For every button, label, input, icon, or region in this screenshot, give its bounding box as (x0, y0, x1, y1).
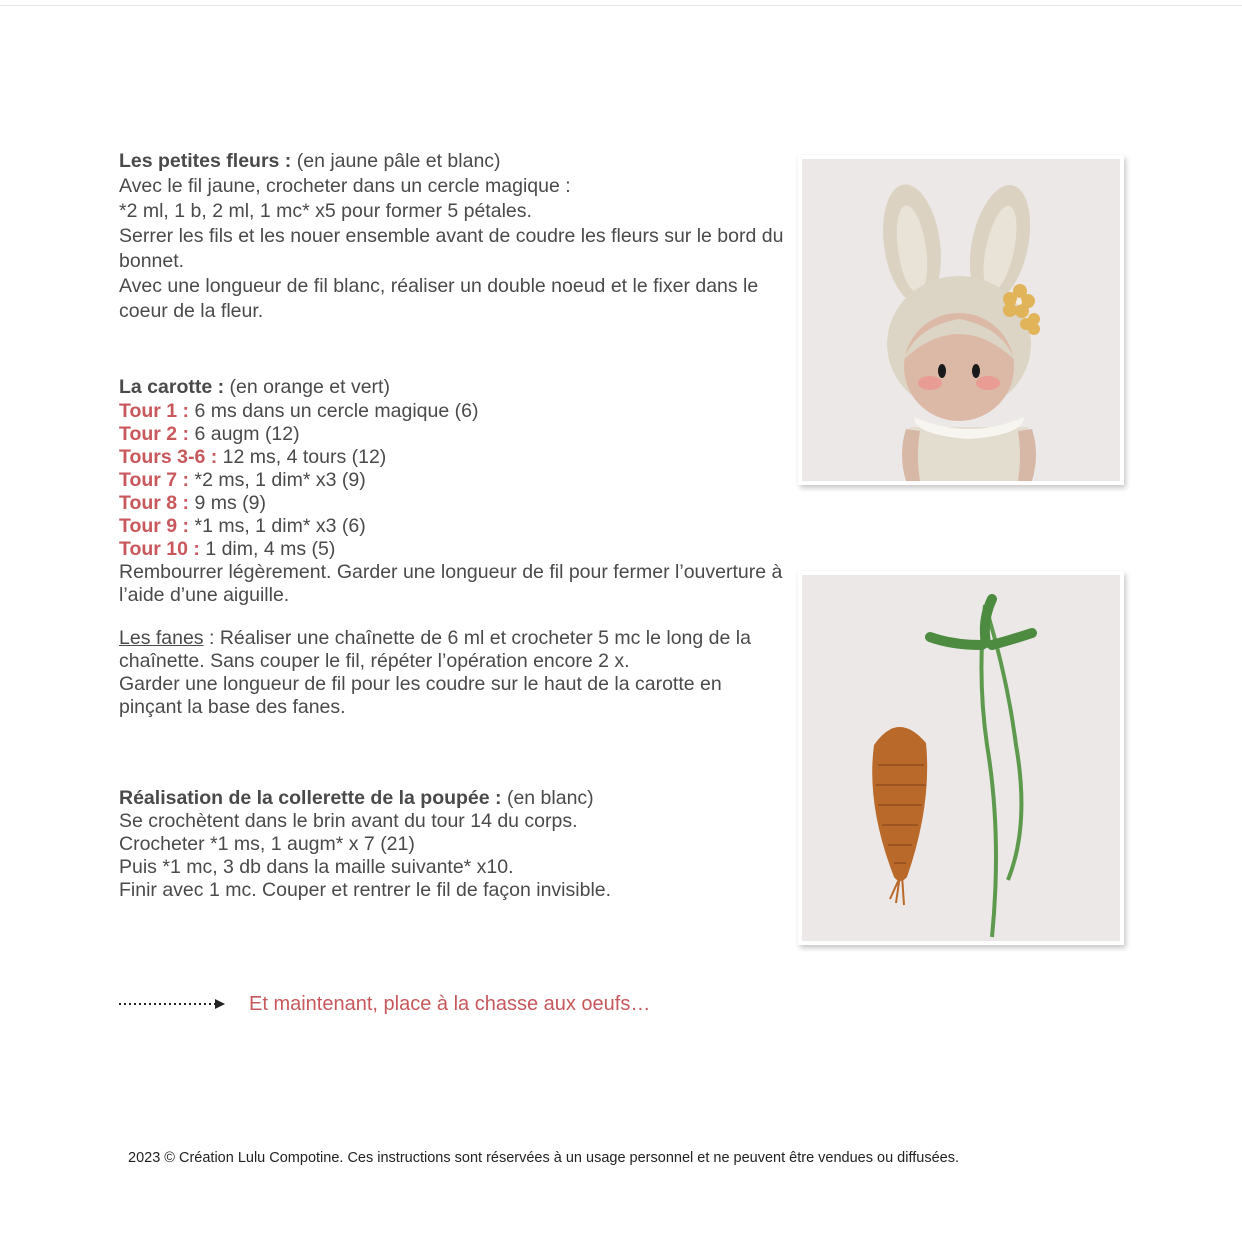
tour-label: Tour 10 : (119, 538, 200, 560)
flowers-title-line (119, 149, 784, 174)
tour-row (119, 538, 784, 561)
tour-label: Tour 8 : (119, 492, 190, 514)
collar-line: Crocheter *1 ms, 1 augm* x 7 (21) (119, 833, 415, 855)
tour-text: 9 ms (9) (194, 492, 266, 514)
tour-label: Tour 1 : (119, 400, 190, 422)
tour-row (119, 515, 784, 538)
tour-text: 6 ms dans un cercle magique (6) (194, 400, 479, 422)
tour-label: Tour 7 : (119, 469, 190, 491)
collar-line: Puis *1 mc, 3 db dans la maille suivante* x10. (119, 856, 514, 878)
flowers-section (119, 149, 784, 324)
carrot-title-line (119, 375, 784, 400)
carrot-photo (802, 575, 1120, 941)
collar-title-line (119, 787, 784, 810)
tour-label: Tour 9 : (119, 515, 190, 537)
tour-row (119, 400, 784, 423)
tour-row (119, 423, 784, 446)
flowers-colors: (en jaune pâle et blanc) (296, 150, 501, 172)
tour-row (119, 492, 784, 515)
collar-section (119, 787, 784, 902)
carrot-colors: (en orange et vert) (229, 376, 390, 398)
collar-colors: (en blanc) (506, 787, 594, 809)
fanes-title: Les fanes (119, 627, 204, 649)
next-step-callout (119, 990, 650, 1018)
flowers-line: *2 ml, 1 b, 2 ml, 1 mc* x5 pour former 5 pétales. (119, 200, 532, 222)
flowers-line: Avec une longueur de fil blanc, réaliser un double noeud et le fixer dans le coeur de la fleur. (119, 275, 759, 322)
collar-line: Se crochètent dans le brin avant du tour 14 du corps. (119, 810, 578, 832)
tour-row (119, 469, 784, 492)
flowers-line: Serrer les fils et les nouer ensemble avant de coudre les fleurs sur le bord du bonnet. (119, 225, 784, 272)
collar-heading: Réalisation de la collerette de la poupée : (119, 787, 502, 809)
tour-text: *2 ms, 1 dim* x3 (9) (194, 469, 366, 491)
fanes-section (119, 627, 784, 719)
tour-text: 12 ms, 4 tours (12) (222, 446, 387, 468)
carrot-section (119, 375, 784, 607)
top-divider (0, 5, 1242, 6)
carrot-tour-list (119, 400, 784, 561)
tour-label: Tour 2 : (119, 423, 190, 445)
tour-row (119, 446, 784, 469)
flowers-line: Avec le fil jaune, crocheter dans un cercle magique : (119, 175, 571, 197)
fanes-paragraph (119, 627, 784, 673)
carrot-finish: Rembourrer légèrement. Garder une longueur de fil pour fermer l’ouverture à l’aide d’une aiguille. (119, 561, 783, 606)
fanes-text: : Réaliser une chaînette de 6 ml et crocheter 5 mc le long de la chaînette. Sans couper le fil, répéter l’opération encore 2 x. (119, 627, 751, 672)
tour-label: Tours 3-6 : (119, 446, 218, 468)
copyright-footer: 2023 © Création Lulu Compotine. Ces instructions sont réservées à un usage personnel et ne peuvent être vendues ou diffusées. (128, 1150, 959, 1166)
tour-text: *1 ms, 1 dim* x3 (6) (194, 515, 366, 537)
fanes-text-2: Garder une longueur de fil pour les coudre sur le haut de la carotte en pinçant la base des fanes. (119, 673, 722, 718)
carrot-heading: La carotte : (119, 376, 225, 398)
collar-line: Finir avec 1 mc. Couper et rentrer le fil de façon invisible. (119, 879, 612, 901)
dotted-arrow-icon (119, 998, 225, 1010)
tour-text: 6 augm (12) (194, 423, 300, 445)
flowers-heading: Les petites fleurs : (119, 150, 292, 172)
bunny-doll-photo (802, 159, 1120, 481)
tour-text: 1 dim, 4 ms (5) (205, 538, 336, 560)
next-step-text: Et maintenant, place à la chasse aux oeufs… (249, 992, 651, 1015)
